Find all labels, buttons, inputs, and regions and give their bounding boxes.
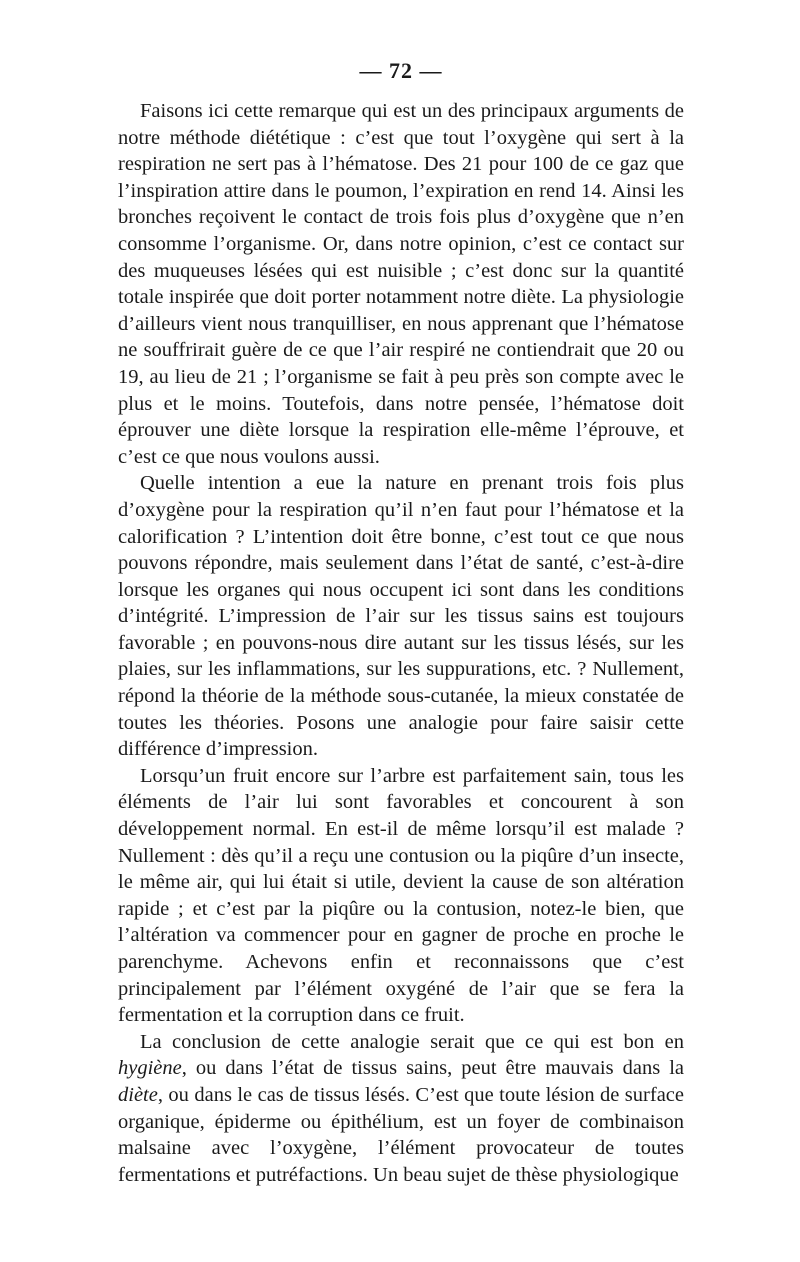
paragraph-2: Quelle intention a eue la nature en prenant trois fois plus d’oxygène pour la respiration qu’il n’en faut pour l’hématose et la calorification ? L’intention doit être bonne, c’est tout ce que nous pouvons répondre, mais seulement dans l’état de santé, c’est-à-dire lorsque les organes qui nous occupent ici sont dans les conditions d’intégrité. L’impression de l’air sur les tissus sains est toujours favorable ; en pouvons-nous dire autant sur les tissus lésés, sur les plaies, sur les inflammations, sur les suppurations, etc. ? Nullement, répond la théorie de la méthode sous-cutanée, la mieux constatée de toutes les théories. Posons une analogie pour faire saisir cette différence d’impression. [118,472,684,761]
italic-term-hygiene: hygiène [118,1057,182,1080]
paragraph-3: Lorsqu’un fruit encore sur l’arbre est parfaitement sain, tous les éléments de l’air lui sont favorables et concourent à son développement normal. En est-il de même lorsqu’il est malade ? Nullement : dès qu’il a reçu une contusion ou la piqûre d’un insecte, le même air, qui lui était si utile, devient la cause de son altération rapide ; et c’est par la piqûre ou la contusion, notez-le bien, que l’altération va commencer pour en gagner de proche en proche le parenchyme. Achevons enfin et reconnaissons que c’est principalement par l’élément oxygéné de l’air que se fera la fermentation et la corruption dans ce fruit. [118,764,684,1027]
paragraph-4 [118,1029,684,1189]
book-page [118,58,684,1188]
page-number: — 72 — [359,58,443,83]
paragraph-1: Faisons ici cette remarque qui est un des principaux arguments de notre méthode diététique : c’est que tout l’oxygène qui sert à la respiration ne sert pas à l’hématose. Des 21 pour 100 de ce gaz que l’inspiration attire dans le poumon, l’expiration en rend 14. Ainsi les bronches reçoivent le contact de trois fois plus d’oxygène que n’en consomme l’organisme. Or, dans notre opinion, c’est ce contact sur des muqueuses lésées qui est nuisible ; c’est donc sur la quantité totale inspirée que doit porter notamment notre diète. La physiologie d’ailleurs vient nous tranquilliser, en nous apprenant que l’hématose ne souffrirait guère de ce que l’air respiré ne contiendrait que 20 ou 19, au lieu de 21 ; l’organisme se fait à peu près son compte avec le plus et le moins. Toutefois, dans notre pensée, l’hématose doit éprouver une diète lorsque la respiration elle-même l’éprouve, et c’est ce que nous voulons aussi. [118,100,684,468]
paragraph-4-text-1: La conclusion de cette analogie serait que ce qui est bon en [140,1030,684,1053]
paragraph-4-text-3: , ou dans le cas de tissus lésés. C’est que toute lésion de surface organique, épiderme ou épithélium, est un foyer de combinaison malsaine avec l’oxygène, l’élément provocateur de toutes fermentations et putréfactions. Un beau sujet de thèse physiologique [118,1083,684,1186]
paragraph-4-text-2: , ou dans l’état de tissus sains, peut être mauvais dans la [181,1057,684,1080]
italic-term-diete: diète [118,1083,158,1106]
